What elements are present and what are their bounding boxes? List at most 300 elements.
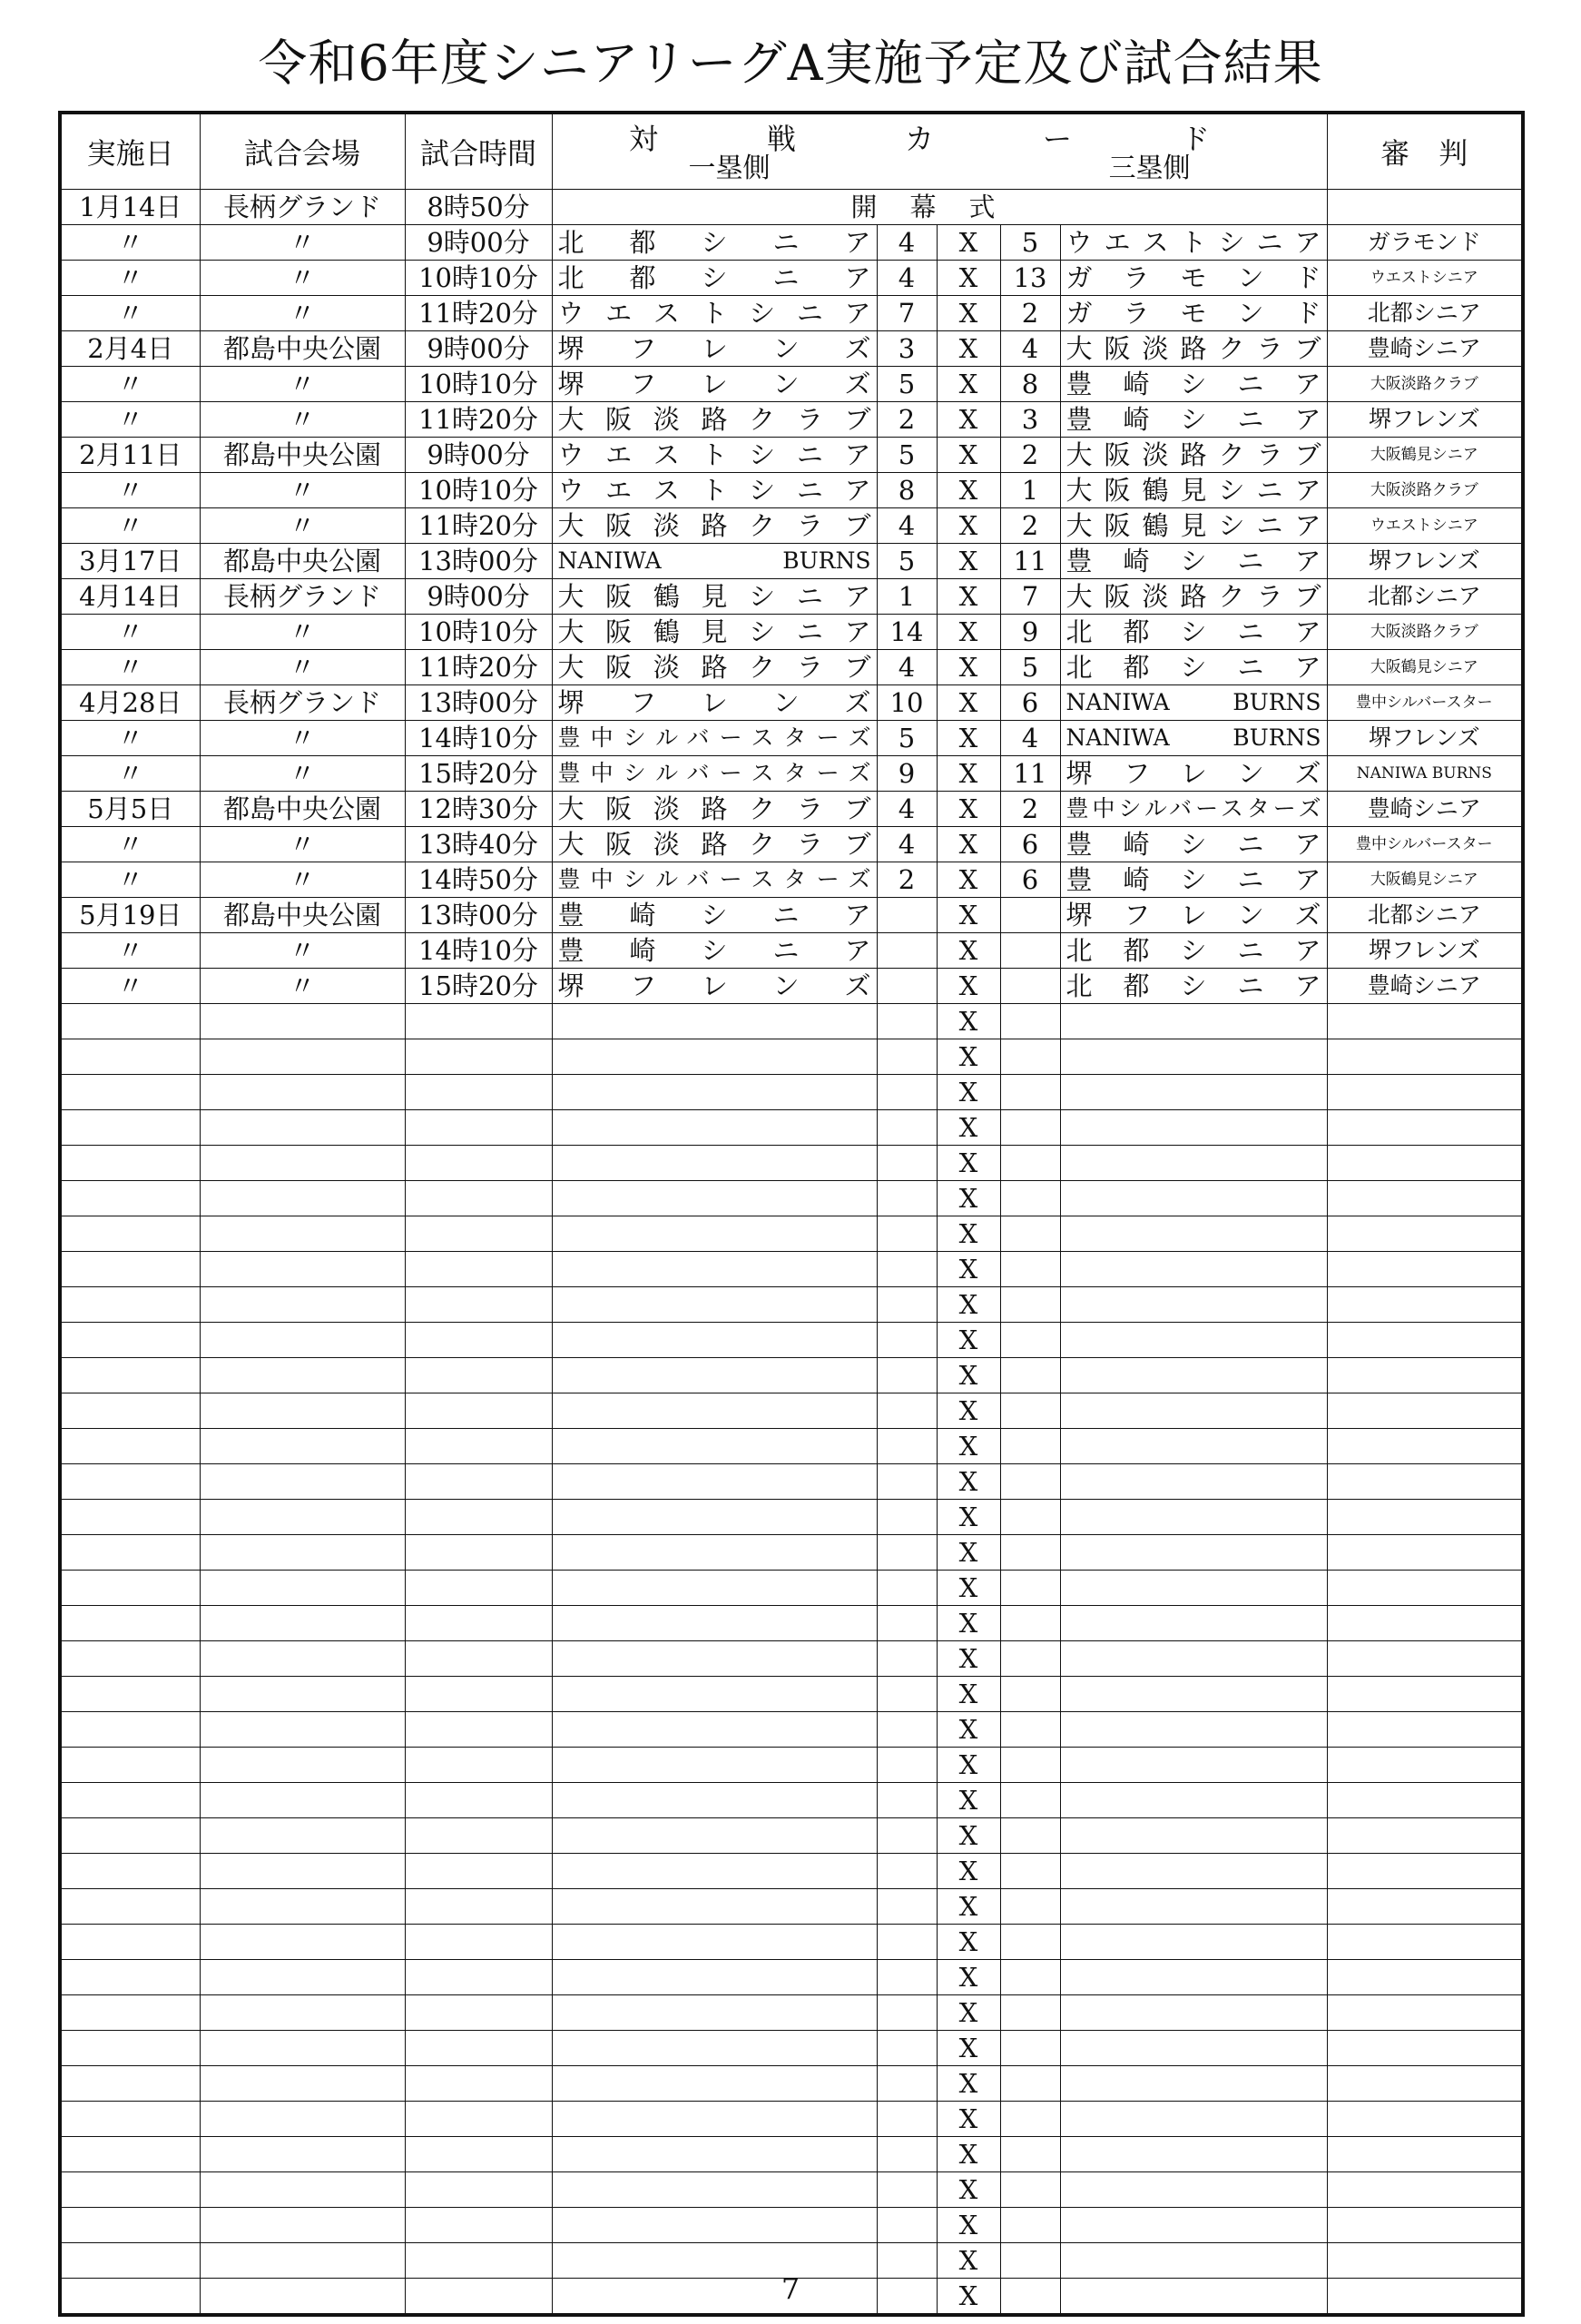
umpire-cell [1327,1039,1523,1075]
header-card [552,113,1327,190]
time-cell [405,1995,552,2031]
versus-cell: X [937,225,1000,261]
header-card-label: 対 戦 カ ー ド [629,122,1251,156]
home-score-cell [877,1464,937,1500]
umpire-cell: 北都シニア [1327,579,1523,615]
home-team-cell [552,1783,877,1818]
match-row [60,331,1523,367]
away-score-cell [1000,1146,1060,1181]
away-team-cell [1060,1464,1327,1500]
home-score-cell [877,1252,937,1287]
venue-cell [200,1216,405,1252]
match-row [60,650,1523,685]
umpire-cell [1327,2172,1523,2208]
time-cell [405,1677,552,1712]
match-row [60,685,1523,721]
venue-cell: 都島中央公園 [200,544,405,579]
home-score-cell [877,1925,937,1960]
home-team-cell [552,1500,877,1535]
umpire-cell [1327,1358,1523,1393]
versus-cell: X [937,2172,1000,2208]
away-team-cell: 北都シニア [1060,933,1327,969]
time-cell: 11時20分 [405,508,552,544]
time-cell [405,1641,552,1677]
empty-row [60,1677,1523,1712]
time-cell [405,1925,552,1960]
away-team-cell: 大阪淡路クラブ [1060,331,1327,367]
venue-cell [200,1110,405,1146]
home-score-cell: 4 [877,650,937,685]
date-cell: 〃 [60,508,200,544]
away-score-cell [1000,1287,1060,1323]
versus-cell: X [937,2243,1000,2279]
opening-ceremony-label: 開幕式 [552,190,1327,225]
home-team-cell: ウエストシニア [552,296,877,331]
umpire-cell: 大阪淡路クラブ [1327,615,1523,650]
versus-cell: X [937,1252,1000,1287]
empty-row [60,2208,1523,2243]
home-team-cell: 豊崎シニア [552,898,877,933]
home-score-cell [877,1323,937,1358]
time-cell: 9時00分 [405,225,552,261]
home-team-cell [552,1571,877,1606]
time-cell: 10時10分 [405,615,552,650]
date-cell [60,1783,200,1818]
date-cell [60,1252,200,1287]
time-cell [405,1535,552,1571]
away-score-cell: 6 [1000,685,1060,721]
away-team-cell [1060,1146,1327,1181]
time-cell [405,2066,552,2102]
away-team-cell: 堺フレンズ [1060,756,1327,792]
home-team-cell [552,2208,877,2243]
time-cell [405,1429,552,1464]
empty-row [60,1995,1523,2031]
umpire-cell [1327,2137,1523,2172]
versus-cell: X [937,1500,1000,1535]
umpire-cell [1327,1889,1523,1925]
versus-cell: X [937,1323,1000,1358]
home-team-cell [552,1995,877,2031]
time-cell [405,1464,552,1500]
away-team-cell: 北都シニア [1060,615,1327,650]
header-date: 実施日 [60,113,200,190]
versus-cell: X [937,1075,1000,1110]
opening-ceremony-row [60,190,1523,225]
header-away-side: 三塁側 [1108,153,1191,184]
home-score-cell [877,898,937,933]
umpire-cell [1327,1712,1523,1748]
empty-row [60,1181,1523,1216]
date-cell [60,1039,200,1075]
home-score-cell: 9 [877,756,937,792]
venue-cell: 都島中央公園 [200,331,405,367]
home-score-cell: 4 [877,225,937,261]
date-cell: 〃 [60,933,200,969]
away-score-cell [1000,1323,1060,1358]
empty-row [60,2102,1523,2137]
date-cell: 〃 [60,615,200,650]
umpire-cell [1327,1181,1523,1216]
umpire-cell: 豊崎シニア [1327,792,1523,827]
away-team-cell [1060,1039,1327,1075]
away-team-cell: ガラモンド [1060,296,1327,331]
home-team-cell [552,1216,877,1252]
home-score-cell [877,1641,937,1677]
empty-row [60,1323,1523,1358]
home-score-cell [877,1216,937,1252]
empty-row [60,1393,1523,1429]
match-row [60,792,1523,827]
away-team-cell: 大阪鶴見シニア [1060,473,1327,508]
venue-cell [200,1571,405,1606]
away-team-cell: ガラモンド [1060,261,1327,296]
away-team-cell: 大阪淡路クラブ [1060,579,1327,615]
empty-row [60,1854,1523,1889]
home-team-cell [552,1712,877,1748]
empty-row [60,1039,1523,1075]
versus-cell: X [937,933,1000,969]
home-team-cell [552,1854,877,1889]
away-team-cell: ウエストシニア [1060,225,1327,261]
venue-cell [200,1748,405,1783]
time-cell: 10時10分 [405,261,552,296]
time-cell [405,2172,552,2208]
versus-cell: X [937,2102,1000,2137]
umpire-cell [1327,1748,1523,1783]
away-team-cell: 豊崎シニア [1060,827,1327,862]
umpire-cell [1327,1571,1523,1606]
umpire-cell: 堺フレンズ [1327,933,1523,969]
empty-row [60,1818,1523,1854]
date-cell: 〃 [60,402,200,438]
match-row [60,225,1523,261]
away-team-cell [1060,1783,1327,1818]
date-cell [60,1889,200,1925]
empty-row [60,1075,1523,1110]
time-cell: 13時00分 [405,685,552,721]
date-cell [60,1500,200,1535]
date-cell [60,2208,200,2243]
venue-cell [200,1818,405,1854]
umpire-cell [1327,1075,1523,1110]
venue-cell [200,1712,405,1748]
date-cell [60,1925,200,1960]
time-cell: 10時10分 [405,473,552,508]
home-score-cell [877,2172,937,2208]
home-team-cell: 北都シニア [552,261,877,296]
match-row [60,756,1523,792]
away-score-cell: 4 [1000,721,1060,756]
away-score-cell [1000,1783,1060,1818]
home-team-cell [552,1393,877,1429]
time-cell: 11時20分 [405,650,552,685]
umpire-cell [1327,1110,1523,1146]
venue-cell: 〃 [200,296,405,331]
versus-cell: X [937,473,1000,508]
empty-row [60,1004,1523,1039]
match-row [60,969,1523,1004]
empty-row [60,1571,1523,1606]
versus-cell: X [937,544,1000,579]
time-cell [405,1748,552,1783]
match-row [60,862,1523,898]
umpire-cell [1327,2208,1523,2243]
schedule-table [58,111,1525,2317]
away-score-cell [1000,1606,1060,1641]
date-cell [60,1216,200,1252]
away-team-cell [1060,1712,1327,1748]
home-score-cell: 7 [877,296,937,331]
away-score-cell [1000,2102,1060,2137]
versus-cell: X [937,650,1000,685]
home-team-cell: ウエストシニア [552,438,877,473]
venue-cell [200,1393,405,1429]
home-score-cell: 5 [877,438,937,473]
versus-cell: X [937,721,1000,756]
time-cell [405,2102,552,2137]
away-score-cell [1000,1039,1060,1075]
away-score-cell [1000,2031,1060,2066]
venue-cell [200,1925,405,1960]
away-score-cell [1000,1358,1060,1393]
match-row [60,933,1523,969]
venue-cell: 〃 [200,367,405,402]
home-team-cell [552,2137,877,2172]
schedule-table-wrapper [58,111,1521,2311]
empty-row [60,1464,1523,1500]
away-score-cell [1000,1748,1060,1783]
umpire-cell: ウエストシニア [1327,261,1523,296]
away-team-cell: 大阪鶴見シニア [1060,508,1327,544]
away-team-cell: 豊崎シニア [1060,367,1327,402]
home-score-cell: 4 [877,827,937,862]
time-cell: 14時50分 [405,862,552,898]
away-team-cell: 豊崎シニア [1060,862,1327,898]
umpire-cell [1327,1641,1523,1677]
versus-cell: X [937,1146,1000,1181]
date-cell [60,1287,200,1323]
versus-cell: X [937,1287,1000,1323]
match-row [60,579,1523,615]
home-team-cell: 大阪淡路クラブ [552,508,877,544]
away-team-cell: 豊崎シニア [1060,544,1327,579]
away-team-cell: NANIWA BURNS [1060,721,1327,756]
home-score-cell [877,2066,937,2102]
away-score-cell: 4 [1000,331,1060,367]
date-cell [60,1146,200,1181]
versus-cell: X [937,792,1000,827]
home-team-cell [552,1606,877,1641]
venue-cell: 〃 [200,969,405,1004]
away-score-cell: 6 [1000,827,1060,862]
umpire-cell [1327,1146,1523,1181]
time-cell [405,1004,552,1039]
home-score-cell [877,1677,937,1712]
away-team-cell [1060,1995,1327,2031]
venue-cell: 〃 [200,402,405,438]
umpire-cell [1327,1854,1523,1889]
away-score-cell: 11 [1000,544,1060,579]
time-cell [405,1039,552,1075]
umpire-cell [1327,1500,1523,1535]
venue-cell [200,1500,405,1535]
home-score-cell [877,2102,937,2137]
home-score-cell: 8 [877,473,937,508]
time-cell: 10時10分 [405,367,552,402]
date-cell [60,1571,200,1606]
away-score-cell [1000,1960,1060,1995]
away-score-cell [1000,1464,1060,1500]
home-score-cell [877,1287,937,1323]
date-cell: 2月11日 [60,438,200,473]
empty-row [60,1500,1523,1535]
versus-cell: X [937,261,1000,296]
home-team-cell [552,1429,877,1464]
time-cell: 9時00分 [405,331,552,367]
versus-cell: X [937,685,1000,721]
match-row [60,508,1523,544]
away-score-cell [1000,1571,1060,1606]
umpire-cell [1327,1393,1523,1429]
versus-cell: X [937,508,1000,544]
home-score-cell [877,1854,937,1889]
home-team-cell: 豊中シルバースターズ [552,721,877,756]
venue-cell: 〃 [200,615,405,650]
home-score-cell [877,1889,937,1925]
header-umpire: 審 判 [1327,113,1523,190]
versus-cell: X [937,1783,1000,1818]
umpire-cell [1327,1216,1523,1252]
away-score-cell [1000,1500,1060,1535]
page-number: 7 [781,2271,800,2306]
venue-cell: 〃 [200,933,405,969]
home-team-cell [552,1677,877,1712]
empty-row [60,1216,1523,1252]
away-score-cell [1000,2066,1060,2102]
away-team-cell [1060,1641,1327,1677]
away-score-cell [1000,933,1060,969]
umpire-cell: NANIWA BURNS [1327,756,1523,792]
venue-cell [200,2172,405,2208]
umpire-cell [1327,1252,1523,1287]
home-score-cell [877,1110,937,1146]
away-score-cell: 5 [1000,650,1060,685]
away-score-cell: 2 [1000,438,1060,473]
away-team-cell [1060,1393,1327,1429]
date-cell [60,1960,200,1995]
date-cell: 〃 [60,261,200,296]
home-team-cell [552,1181,877,1216]
venue-cell: 〃 [200,508,405,544]
home-score-cell [877,1535,937,1571]
versus-cell: X [937,1960,1000,1995]
versus-cell: X [937,827,1000,862]
venue-cell [200,1181,405,1216]
away-score-cell [1000,1535,1060,1571]
away-score-cell [1000,2172,1060,2208]
time-cell: 14時10分 [405,933,552,969]
date-cell [60,1393,200,1429]
home-team-cell [552,1925,877,1960]
umpire-cell [1327,1818,1523,1854]
umpire-cell: 北都シニア [1327,296,1523,331]
match-row [60,402,1523,438]
versus-cell: X [937,1464,1000,1500]
header-home-side: 一塁側 [688,153,771,184]
umpire-cell [1327,1004,1523,1039]
venue-cell: 〃 [200,473,405,508]
empty-row [60,1358,1523,1393]
away-team-cell [1060,1818,1327,1854]
time-cell [405,1854,552,1889]
date-cell [60,1004,200,1039]
home-team-cell [552,1146,877,1181]
umpire-cell: 豊崎シニア [1327,969,1523,1004]
venue-cell: 〃 [200,721,405,756]
schedule-body [60,190,1523,2316]
umpire-cell: ガラモンド [1327,225,1523,261]
home-score-cell [877,1783,937,1818]
home-team-cell [552,1818,877,1854]
date-cell: 〃 [60,827,200,862]
time-cell [405,1783,552,1818]
home-team-cell [552,2031,877,2066]
home-score-cell [877,969,937,1004]
time-cell [405,1146,552,1181]
venue-cell [200,1854,405,1889]
home-team-cell: 豊中シルバースターズ [552,862,877,898]
versus-cell: X [937,1039,1000,1075]
home-score-cell: 14 [877,615,937,650]
home-score-cell [877,1818,937,1854]
home-score-cell [877,1960,937,1995]
versus-cell: X [937,615,1000,650]
home-score-cell [877,1358,937,1393]
date-cell [60,2137,200,2172]
date-cell: 4月14日 [60,579,200,615]
versus-cell: X [937,2279,1000,2316]
empty-row [60,1110,1523,1146]
match-row [60,721,1523,756]
away-score-cell [1000,898,1060,933]
date-cell [60,1464,200,1500]
umpire-cell: 豊中シルバースター [1327,827,1523,862]
away-score-cell: 9 [1000,615,1060,650]
home-team-cell: 堺フレンズ [552,969,877,1004]
home-score-cell [877,1748,937,1783]
umpire-cell [1327,1287,1523,1323]
away-score-cell: 11 [1000,756,1060,792]
versus-cell: X [937,1712,1000,1748]
versus-cell: X [937,969,1000,1004]
home-team-cell: 大阪淡路クラブ [552,650,877,685]
date-cell [60,2066,200,2102]
home-team-cell [552,1287,877,1323]
versus-cell: X [937,1216,1000,1252]
venue-cell [200,1464,405,1500]
umpire-cell [1327,1677,1523,1712]
venue-cell [200,1075,405,1110]
time-cell: 8時50分 [405,190,552,225]
date-cell: 〃 [60,969,200,1004]
venue-cell [200,1358,405,1393]
time-cell [405,1393,552,1429]
home-score-cell: 2 [877,402,937,438]
umpire-cell [1327,1464,1523,1500]
away-team-cell: 北都シニア [1060,969,1327,1004]
umpire-cell: 堺フレンズ [1327,721,1523,756]
